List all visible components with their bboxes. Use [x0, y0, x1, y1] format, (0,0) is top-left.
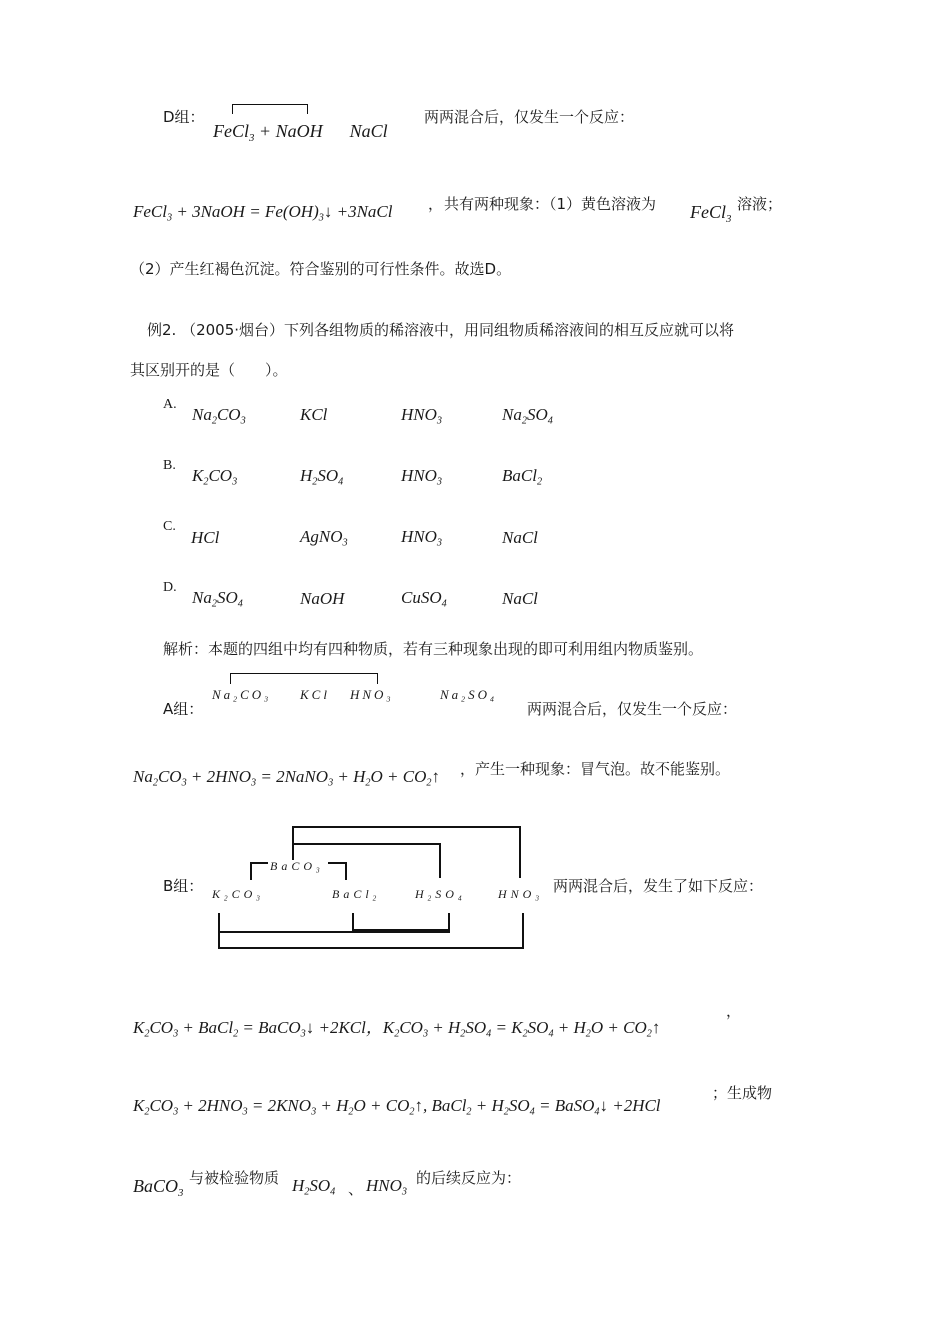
b-eq2-end: ；生成物 — [712, 1084, 773, 1102]
a-item: $Na_2SO_4$ — [440, 687, 497, 704]
option-c-item: NaCl — [502, 528, 538, 547]
option-b-letter: B. — [163, 458, 176, 473]
d-fecl3: FeCl$_3$ — [213, 121, 255, 144]
option-a-item: $Na_2CO_3$ — [192, 405, 246, 427]
b-group-desc: 两两混合后，发生了如下反应： — [553, 877, 764, 895]
option-d-item: NaCl — [502, 589, 538, 608]
option-c-item: HCl — [191, 528, 220, 547]
b-eq1-end: ， — [726, 1002, 742, 1020]
b-item: $HNO_3$ — [498, 887, 543, 903]
d-group-label: D组： — [163, 108, 205, 126]
option-b-item: BaCl$_2$ — [502, 466, 543, 488]
a-bracket-left — [230, 673, 231, 684]
a-item: $Na_2CO_3$ — [212, 687, 272, 704]
d-solution: 溶液； — [737, 195, 783, 213]
d-fecl3-inline: FeCl$_3$ — [690, 202, 732, 225]
option-a-item: KCl — [300, 405, 328, 424]
option-d-item: CuSO$_4$ — [401, 588, 447, 610]
a-bracket-top — [230, 673, 378, 674]
b-precip-baco3: BaCO$_3$ — [270, 859, 324, 875]
last-text-2: 的后续反应为： — [416, 1169, 522, 1187]
b-item: BaCl$_2$ — [332, 887, 381, 903]
b-precip-bracket-left-top — [250, 862, 268, 864]
a-group-desc: 两两混合后，仅发生一个反应： — [527, 700, 738, 718]
b-item: $H_2SO_4$ — [415, 887, 466, 903]
option-c-letter: C. — [163, 519, 176, 534]
d-bracket-left — [232, 104, 233, 114]
option-a-item: $Na_2SO_4$ — [502, 405, 553, 427]
b-group-label: B组： — [163, 877, 204, 895]
b-bracket-h2so4-right — [439, 843, 441, 878]
d-equation: FeCl$_3$ + 3NaOH = $Fe(OH)_3↓$ +3NaCl — [133, 202, 393, 224]
last-h2so4: $H_2SO_4$ — [292, 1176, 336, 1198]
d-naoh: NaOH — [275, 121, 323, 141]
d-comma: ， — [428, 195, 444, 213]
option-c-item: AgNO$_3$ — [300, 527, 348, 549]
analysis-intro: 解析：本题的四组中均有四种物质，若有三种现象出现的即可利用组内物质鉴别。 — [163, 640, 704, 658]
d-line2: （2）产生红褐色沉淀。符合鉴别的可行性条件。故选D。 — [130, 260, 512, 278]
a-result: ，产生一种现象：冒气泡。故不能鉴别。 — [460, 760, 731, 778]
d-plus: + — [258, 121, 272, 141]
option-d-item: NaOH — [300, 589, 345, 608]
option-b-item: $H_2SO_4$ — [300, 466, 344, 488]
b-precip-bracket-left — [250, 862, 252, 880]
b-bracket-k2co3-hno3-right — [519, 826, 521, 878]
d-bracket-right — [307, 104, 308, 114]
b-bracket-k2co3-h2so4-right — [448, 929, 450, 933]
d-formula-line — [213, 121, 388, 144]
a-equation: $Na_2CO_3 + 2HNO_3$ = 2NaNO$_3$ + $H_2O$ + $CO_2↑$ — [133, 767, 440, 789]
d-nacl: NaCl — [349, 121, 388, 141]
b-precip-bracket-right — [345, 862, 347, 880]
example2-line1: 例2. （2005·烟台）下列各组物质的稀溶液中，用同组物质稀溶液间的相互反应就可以将 — [147, 321, 735, 339]
b-equation-1: $K_2CO_3$ + BaCl$_2$ = BaCO$_3$↓ +2KCl，$K_2CO_3 + H_2SO_4 = K_2SO_4 + H_2O$ + $CO_2↑$ — [133, 1018, 661, 1040]
a-item: KCl — [300, 687, 330, 702]
option-a-letter: A. — [163, 397, 177, 412]
d-bracket-top — [232, 104, 308, 105]
a-item: $HNO_3$ — [350, 687, 394, 704]
option-a-item: $HNO_3$ — [401, 405, 442, 427]
last-baco3: BaCO$_3$ — [133, 1176, 184, 1199]
last-sep: 、 — [348, 1180, 364, 1198]
b-bracket-k2co3-hno3-top — [292, 826, 521, 828]
b-bracket-hno3-right — [522, 913, 524, 949]
d-group-desc: 两两混合后，仅发生一个反应： — [424, 108, 635, 126]
b-item: $K_2CO_3$ — [212, 887, 264, 903]
b-equation-2: $K_2CO_3 + 2HNO_3 = 2KNO_3 + H_2O$ + $CO_2↑$, BaCl$_2$ + $H_2SO_4$ = BaSO$_4$↓ +2HCl — [133, 1096, 661, 1118]
option-b-item: $HNO_3$ — [401, 466, 442, 488]
b-precip-bracket-right-top — [328, 862, 346, 864]
option-d-letter: D. — [163, 580, 177, 595]
a-group-label: A组： — [163, 700, 204, 718]
last-hno3: $HNO_3$ — [366, 1176, 407, 1198]
option-b-item: $K_2CO_3$ — [192, 466, 238, 488]
d-phenomena: 共有两种现象：（1）黄色溶液为 — [444, 195, 657, 213]
example2-line2: 其区别开的是（ ）。 — [130, 361, 288, 379]
option-d-item: $Na_2SO_4$ — [192, 588, 243, 610]
last-text-1: 与被检验物质 — [189, 1169, 280, 1187]
option-c-item: $HNO_3$ — [401, 527, 442, 549]
b-bracket-h2so4-top — [292, 843, 441, 845]
b-bracket-k2co3-hno3-bottom — [218, 947, 524, 949]
a-bracket-right — [377, 673, 378, 684]
b-bracket-k2co3-h2so4-bottom — [218, 931, 450, 933]
